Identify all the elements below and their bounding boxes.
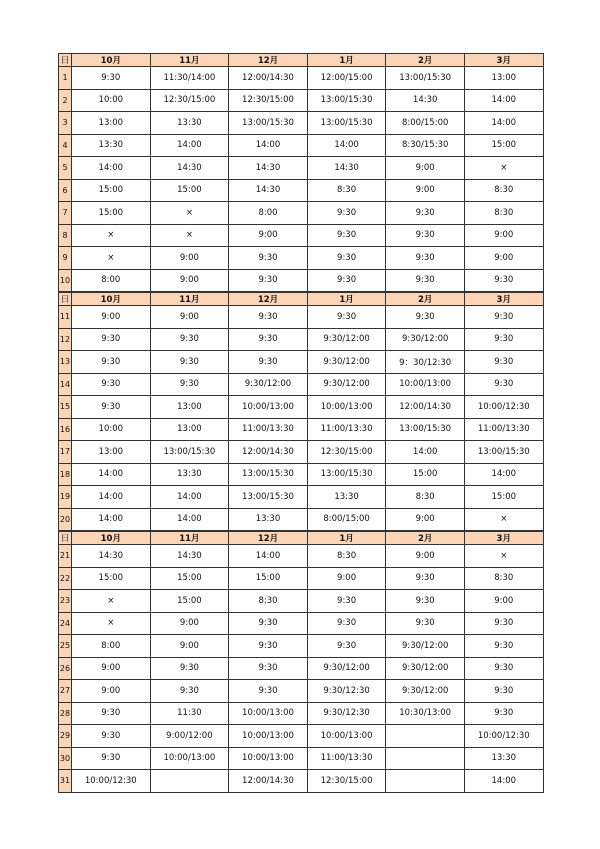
time-cell: [150, 770, 229, 793]
time-cell: 8:30: [307, 545, 386, 568]
time-cell: 13:00/15:30: [307, 463, 386, 486]
time-cell: 13:00/15:30: [307, 89, 386, 112]
month-header-row: [59, 292, 544, 306]
month-header: 12月: [229, 292, 308, 306]
table-row: [59, 134, 544, 157]
time-cell: 8:00: [72, 269, 151, 292]
time-cell: 8:30: [464, 179, 543, 202]
time-cell: 12:30/15:00: [150, 89, 229, 112]
time-cell: 14:00: [150, 134, 229, 157]
time-cell: 9:30: [72, 351, 151, 374]
month-header: 1月: [307, 531, 386, 545]
time-cell: 9:00: [386, 545, 465, 568]
time-cell: 9:30/12:00: [386, 680, 465, 703]
time-cell: 9:00: [72, 306, 151, 329]
day-number: 14: [59, 373, 72, 396]
table-row: [59, 328, 544, 351]
time-cell: 10:00: [72, 89, 151, 112]
time-cell: 9:30: [386, 224, 465, 247]
time-cell: 9:30: [229, 612, 308, 635]
time-cell: 9:00: [150, 247, 229, 270]
time-cell: 15:00: [72, 179, 151, 202]
time-cell: 9:30: [229, 269, 308, 292]
time-cell: 9:30: [307, 202, 386, 225]
time-cell: ×: [464, 157, 543, 180]
day-number: 29: [59, 725, 72, 748]
time-cell: 9:30: [150, 351, 229, 374]
time-cell: 9:30: [72, 328, 151, 351]
time-cell: 14:00: [464, 770, 543, 793]
time-cell: 10:00/12:30: [464, 725, 543, 748]
time-cell: 9:30: [464, 680, 543, 703]
time-cell: 9:30: [464, 702, 543, 725]
day-number: 4: [59, 134, 72, 157]
day-number: 7: [59, 202, 72, 225]
day-number: 18: [59, 463, 72, 486]
time-cell: 10:00/13:00: [150, 747, 229, 770]
time-cell: 9:30: [386, 590, 465, 613]
time-cell: 13:00/15:30: [150, 441, 229, 464]
time-cell: 10:00/13:00: [229, 702, 308, 725]
time-cell: ×: [72, 247, 151, 270]
time-cell: 9:30/12:30: [307, 702, 386, 725]
table-row: [59, 224, 544, 247]
time-cell: 8:00/15:00: [307, 508, 386, 531]
time-cell: 13:00: [150, 396, 229, 419]
time-cell: 9:30: [72, 373, 151, 396]
day-column-header: 日: [59, 531, 72, 545]
table-row: [59, 545, 544, 568]
time-cell: 11:30: [150, 702, 229, 725]
time-cell: 14:00: [72, 157, 151, 180]
time-cell: 15:00: [229, 567, 308, 590]
time-cell: 12:30/15:00: [307, 770, 386, 793]
time-cell: 9:30/12:00: [386, 635, 465, 658]
table-row: [59, 486, 544, 509]
time-cell: 14:30: [150, 157, 229, 180]
time-cell: 9:30: [229, 328, 308, 351]
time-cell: 9:30/12:00: [386, 657, 465, 680]
month-header: 2月: [386, 531, 465, 545]
time-cell: 9:30: [307, 612, 386, 635]
time-cell: 9:30: [229, 635, 308, 658]
time-cell: 9:00: [72, 657, 151, 680]
month-header: 1月: [307, 54, 386, 67]
time-cell: 14:00: [150, 486, 229, 509]
time-cell: 14:00: [307, 134, 386, 157]
day-number: 10: [59, 269, 72, 292]
time-cell: 15:00: [464, 486, 543, 509]
day-number: 17: [59, 441, 72, 464]
table-row: [59, 680, 544, 703]
time-cell: 15:00: [386, 463, 465, 486]
time-cell: 8:30: [464, 202, 543, 225]
time-cell: 10:00: [72, 418, 151, 441]
day-number: 1: [59, 67, 72, 90]
time-cell: 9:30/12:30: [307, 680, 386, 703]
time-cell: 9:30: [386, 202, 465, 225]
day-number: 13: [59, 351, 72, 374]
time-cell: 9:30: [229, 680, 308, 703]
time-cell: 14:00: [72, 463, 151, 486]
time-cell: 13:00/15:30: [229, 112, 308, 135]
table-row: [59, 396, 544, 419]
table-row: [59, 657, 544, 680]
time-cell: 9:30: [464, 657, 543, 680]
table-row: [59, 441, 544, 464]
day-number: 6: [59, 179, 72, 202]
time-cell: 9:30/12:00: [229, 373, 308, 396]
time-cell: 13:30: [72, 134, 151, 157]
time-cell: 11:00/13:30: [307, 747, 386, 770]
month-header: 1月: [307, 292, 386, 306]
time-cell: 13:00: [464, 67, 543, 90]
table-row: [59, 725, 544, 748]
time-cell: 15:00: [72, 202, 151, 225]
time-cell: 9:30: [307, 306, 386, 329]
table-row: [59, 635, 544, 658]
day-number: 23: [59, 590, 72, 613]
day-number: 8: [59, 224, 72, 247]
day-number: 24: [59, 612, 72, 635]
table-row: [59, 306, 544, 329]
time-cell: 12:30/15:00: [307, 441, 386, 464]
time-cell: 13:00/15:30: [464, 441, 543, 464]
table-row: [59, 89, 544, 112]
time-cell: 9:30: [386, 306, 465, 329]
time-cell: 13:00/15:30: [229, 463, 308, 486]
table-row: [59, 373, 544, 396]
time-cell: 9:30: [386, 567, 465, 590]
time-cell: 9:30: [229, 657, 308, 680]
time-cell: 10:00/13:00: [229, 747, 308, 770]
table-row: [59, 418, 544, 441]
time-cell: 12:00/14:30: [229, 441, 308, 464]
day-number: 16: [59, 418, 72, 441]
day-number: 15: [59, 396, 72, 419]
table-row: [59, 747, 544, 770]
time-cell: 13:00: [72, 112, 151, 135]
time-cell: 9:30: [150, 657, 229, 680]
time-cell: 9:00: [464, 224, 543, 247]
time-cell: 15:00: [464, 134, 543, 157]
day-number: 9: [59, 247, 72, 270]
day-number: 25: [59, 635, 72, 658]
table-row: [59, 269, 544, 292]
month-header: 12月: [229, 54, 308, 67]
day-number: 2: [59, 89, 72, 112]
time-cell: 9:30: [386, 612, 465, 635]
time-cell: 9:30/12:00: [307, 657, 386, 680]
month-header: 2月: [386, 54, 465, 67]
day-number: 5: [59, 157, 72, 180]
time-cell: 12:00/15:00: [307, 67, 386, 90]
month-header: 11月: [150, 54, 229, 67]
time-cell: 14:00: [386, 441, 465, 464]
time-cell: 9:00: [150, 635, 229, 658]
table-row: [59, 567, 544, 590]
time-cell: 14:00: [464, 112, 543, 135]
time-cell: 9:30: [229, 351, 308, 374]
time-cell: 9:30: [386, 269, 465, 292]
time-cell: [386, 725, 465, 748]
time-cell: 9:00/12:00: [150, 725, 229, 748]
time-cell: 9:00: [464, 590, 543, 613]
table-row: [59, 179, 544, 202]
month-header: 10月: [72, 292, 151, 306]
time-cell: 9:30: [464, 269, 543, 292]
day-number: 26: [59, 657, 72, 680]
day-number: 19: [59, 486, 72, 509]
month-header: 10月: [72, 531, 151, 545]
time-cell: 13:00/15:30: [307, 112, 386, 135]
time-cell: 11:00/13:30: [464, 418, 543, 441]
table-row: [59, 590, 544, 613]
time-cell: [386, 747, 465, 770]
time-cell: 9:30: [307, 635, 386, 658]
time-cell: 13:00/15:30: [386, 418, 465, 441]
time-cell: 8:30: [464, 567, 543, 590]
month-header: 3月: [464, 54, 543, 67]
time-cell: 12:30/15:00: [229, 89, 308, 112]
time-cell: 9:30: [72, 747, 151, 770]
day-number: 31: [59, 770, 72, 793]
time-cell: 9:30: [150, 680, 229, 703]
day-column-header: 日: [59, 292, 72, 306]
time-cell: 10:00/13:00: [229, 396, 308, 419]
schedule-body: [59, 54, 544, 793]
time-cell: 9:30: [307, 224, 386, 247]
time-cell: 9:30: [72, 702, 151, 725]
month-header: 3月: [464, 292, 543, 306]
time-cell: 13:00/15:30: [229, 486, 308, 509]
time-cell: 9:30: [72, 67, 151, 90]
time-cell: 14:00: [464, 463, 543, 486]
time-cell: 14:00: [229, 545, 308, 568]
time-cell: 12:00/14:30: [229, 770, 308, 793]
table-row: [59, 112, 544, 135]
time-cell: 9:30: [72, 725, 151, 748]
time-cell: 13:00: [150, 418, 229, 441]
time-cell: 9:30/12:00: [307, 373, 386, 396]
time-cell: 9:00: [386, 157, 465, 180]
time-cell: 15:00: [150, 590, 229, 613]
time-cell: 8:30: [307, 179, 386, 202]
time-cell: 9:30/12:00: [307, 351, 386, 374]
schedule-table: [58, 53, 544, 793]
time-cell: 14:30: [229, 157, 308, 180]
time-cell: 14:30: [386, 89, 465, 112]
table-row: [59, 67, 544, 90]
time-cell: 9:30: [307, 590, 386, 613]
time-cell: 9:00: [307, 567, 386, 590]
table-row: [59, 351, 544, 374]
month-header: 11月: [150, 292, 229, 306]
time-cell: 10:00/13:00: [307, 725, 386, 748]
time-cell: 8:00/15:00: [386, 112, 465, 135]
time-cell: 10:00/12:30: [72, 770, 151, 793]
table-row: [59, 702, 544, 725]
day-number: 22: [59, 567, 72, 590]
time-cell: 11:30/14:00: [150, 67, 229, 90]
day-number: 11: [59, 306, 72, 329]
time-cell: 14:30: [72, 545, 151, 568]
time-cell: 15:00: [150, 567, 229, 590]
time-cell: 10:00/12:30: [464, 396, 543, 419]
time-cell: 13:30: [464, 747, 543, 770]
time-cell: 9:30: [307, 269, 386, 292]
time-cell: 8:30: [386, 486, 465, 509]
time-cell: 13:30: [307, 486, 386, 509]
time-cell: 9：30/12:30: [386, 351, 465, 374]
day-column-header: 日: [59, 54, 72, 67]
table-row: [59, 612, 544, 635]
time-cell: 8:30/15:30: [386, 134, 465, 157]
time-cell: 9:00: [229, 224, 308, 247]
time-cell: 13:30: [229, 508, 308, 531]
time-cell: 14:00: [72, 486, 151, 509]
time-cell: 9:30: [464, 306, 543, 329]
day-number: 28: [59, 702, 72, 725]
month-header: 10月: [72, 54, 151, 67]
time-cell: 14:30: [307, 157, 386, 180]
time-cell: ×: [464, 508, 543, 531]
time-cell: 9:00: [386, 179, 465, 202]
time-cell: 9:00: [386, 508, 465, 531]
time-cell: ×: [72, 224, 151, 247]
time-cell: 14:30: [229, 179, 308, 202]
time-cell: 9:00: [464, 247, 543, 270]
time-cell: 9:30: [150, 373, 229, 396]
time-cell: 9:30: [386, 247, 465, 270]
time-cell: 14:00: [72, 508, 151, 531]
time-cell: 9:00: [72, 680, 151, 703]
time-cell: 11:00/13:30: [307, 418, 386, 441]
table-row: [59, 247, 544, 270]
table-row: [59, 202, 544, 225]
time-cell: 9:30: [464, 328, 543, 351]
table-row: [59, 508, 544, 531]
time-cell: 13:30: [150, 463, 229, 486]
time-cell: 13:00/15:30: [386, 67, 465, 90]
time-cell: 14:00: [464, 89, 543, 112]
month-header: 11月: [150, 531, 229, 545]
time-cell: 9:30: [72, 396, 151, 419]
time-cell: 10:00/13:00: [229, 725, 308, 748]
time-cell: 9:30: [307, 247, 386, 270]
time-cell: [386, 770, 465, 793]
time-cell: 8:00: [72, 635, 151, 658]
time-cell: 12:00/14:30: [229, 67, 308, 90]
time-cell: 9:30: [464, 635, 543, 658]
time-cell: 9:30/12:00: [386, 328, 465, 351]
day-number: 20: [59, 508, 72, 531]
month-header: 2月: [386, 292, 465, 306]
month-header: 12月: [229, 531, 308, 545]
time-cell: 8:30: [229, 590, 308, 613]
time-cell: 9:00: [150, 612, 229, 635]
time-cell: 9:30: [464, 351, 543, 374]
day-number: 30: [59, 747, 72, 770]
time-cell: ×: [150, 224, 229, 247]
time-cell: 9:00: [150, 269, 229, 292]
time-cell: 10:00/13:00: [307, 396, 386, 419]
month-header-row: [59, 54, 544, 67]
time-cell: ×: [72, 590, 151, 613]
time-cell: 11:00/13:30: [229, 418, 308, 441]
time-cell: 12:00/14:30: [386, 396, 465, 419]
time-cell: 15:00: [72, 567, 151, 590]
time-cell: 9:00: [150, 306, 229, 329]
day-number: 27: [59, 680, 72, 703]
time-cell: ×: [464, 545, 543, 568]
day-number: 12: [59, 328, 72, 351]
time-cell: 9:30/12:00: [307, 328, 386, 351]
time-cell: 10:30/13:00: [386, 702, 465, 725]
time-cell: 15:00: [150, 179, 229, 202]
schedule-sheet: [58, 53, 543, 793]
time-cell: 14:00: [229, 134, 308, 157]
table-row: [59, 157, 544, 180]
time-cell: 13:00: [72, 441, 151, 464]
time-cell: 9:30: [229, 247, 308, 270]
time-cell: 10:00/13:00: [386, 373, 465, 396]
month-header: 3月: [464, 531, 543, 545]
time-cell: ×: [150, 202, 229, 225]
time-cell: 14:00: [150, 508, 229, 531]
day-number: 21: [59, 545, 72, 568]
table-row: [59, 770, 544, 793]
table-row: [59, 463, 544, 486]
time-cell: ×: [72, 612, 151, 635]
time-cell: 8:00: [229, 202, 308, 225]
time-cell: 13:30: [150, 112, 229, 135]
day-number: 3: [59, 112, 72, 135]
time-cell: 14:30: [150, 545, 229, 568]
time-cell: 9:30: [229, 306, 308, 329]
month-header-row: [59, 531, 544, 545]
time-cell: 9:30: [464, 373, 543, 396]
time-cell: 9:30: [150, 328, 229, 351]
time-cell: 9:30: [464, 612, 543, 635]
